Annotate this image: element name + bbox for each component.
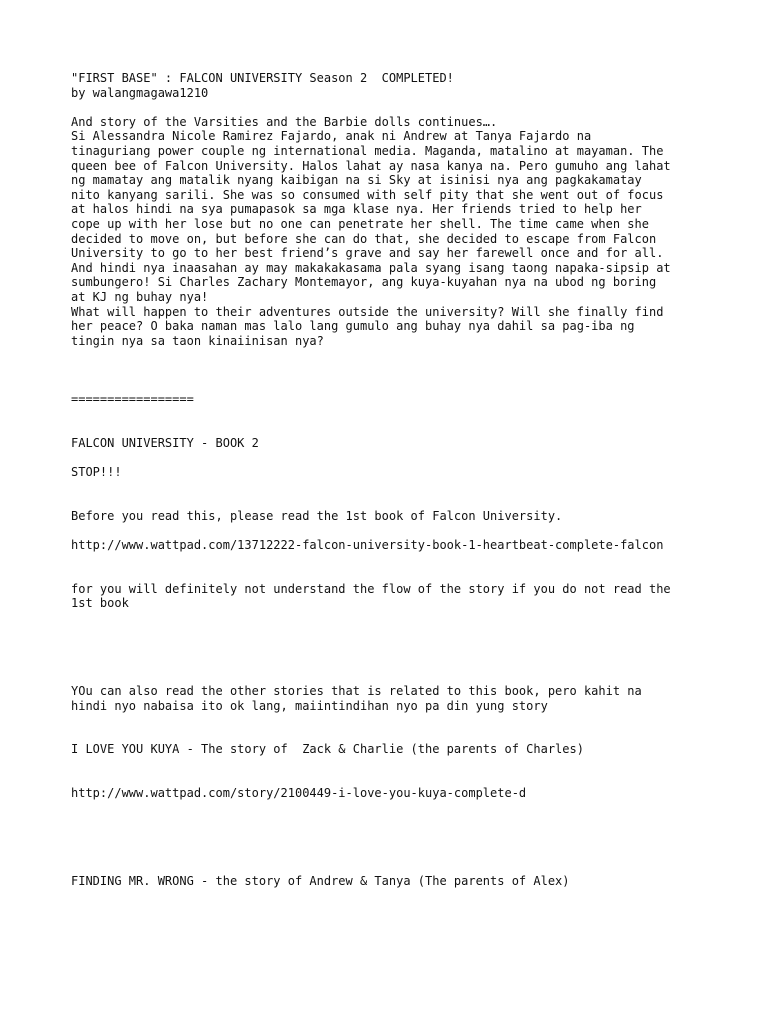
synopsis-line: ng mamatay ang matalik nyang kaibigan na si Sky at isinisi nya ang pagkakamatay xyxy=(71,173,642,188)
separator-line: ================= xyxy=(71,392,194,407)
synopsis-line: cope up with her lose but no one can penetrate her shell. The time came when she xyxy=(71,216,649,231)
related-intro-line: YOu can also read the other stories that is related to this book, pero kahit na xyxy=(71,683,642,698)
warning-line: for you will definitely not understand the flow of the story if you do not read the xyxy=(71,581,671,596)
read-first-notice: Before you read this, please read the 1st book of Falcon University. xyxy=(71,508,563,523)
synopsis-line: queen bee of Falcon University. Halos lahat ay nasa kanya na. Pero gumuho ang lahat xyxy=(71,158,671,173)
book1-link[interactable]: http://www.wattpad.com/13712222-falcon-university-book-1-heartbeat-complete-falcon xyxy=(71,538,664,553)
synopsis-line: at KJ ng buhay nya! xyxy=(71,289,209,304)
warning-line: 1st book xyxy=(71,596,129,611)
synopsis-line: tingin nya sa taon kinaiinisan nya? xyxy=(71,333,324,348)
synopsis-line: at halos hindi na sya pumapasok sa mga klase nya. Her friends tried to help her xyxy=(71,202,642,217)
related-story-title: I LOVE YOU KUYA - The story of Zack & Charlie (the parents of Charles) xyxy=(71,742,584,757)
stop-notice: STOP!!! xyxy=(71,465,122,480)
synopsis xyxy=(71,115,711,349)
synopsis-line: tinaguriang power couple ng international media. Maganda, matalino at mayaman. The xyxy=(71,143,664,158)
story-title: "FIRST BASE" : FALCON UNIVERSITY Season 2 COMPLETED! xyxy=(71,71,454,85)
related-story-title: FINDING MR. WRONG - the story of Andrew & Tanya (The parents of Alex) xyxy=(71,873,570,888)
synopsis-line: Si Alessandra Nicole Ramirez Fajardo, anak ni Andrew at Tanya Fajardo na xyxy=(71,129,592,144)
synopsis-line: decided to move on, but before she can do that, she decided to escape from Falcon xyxy=(71,231,657,246)
synopsis-line: nito kanyang sarili. She was so consumed with self pity that she went out of focus xyxy=(71,187,664,202)
related-story-link[interactable]: http://www.wattpad.com/story/2100449-i-love-you-kuya-complete-d xyxy=(71,786,527,801)
synopsis-line: And story of the Varsities and the Barbie dolls continues…. xyxy=(71,114,498,129)
synopsis-line: her peace? O baka naman mas lalo lang gumulo ang buhay nya dahil sa pag-iba ng xyxy=(71,319,635,334)
book-heading: FALCON UNIVERSITY - BOOK 2 xyxy=(71,435,259,450)
synopsis-line: sumbungero! Si Charles Zachary Montemayor, ang kuya-kuyahan nya na ubod ng boring xyxy=(71,275,657,290)
author-byline: by walangmagawa1210 xyxy=(71,85,209,100)
synopsis-line: And hindi nya inaasahan ay may makakakasama pala syang isang taong napaka-sipsip at xyxy=(71,260,671,275)
synopsis-line: What will happen to their adventures outside the university? Will she finally find xyxy=(71,304,664,319)
document-text xyxy=(71,71,711,888)
related-intro-line: hindi nyo nabaisa ito ok lang, maiintindihan nyo pa din yung story xyxy=(71,698,548,713)
synopsis-line: University to go to her best friend’s grave and say her farewell once and for all. xyxy=(71,246,664,261)
